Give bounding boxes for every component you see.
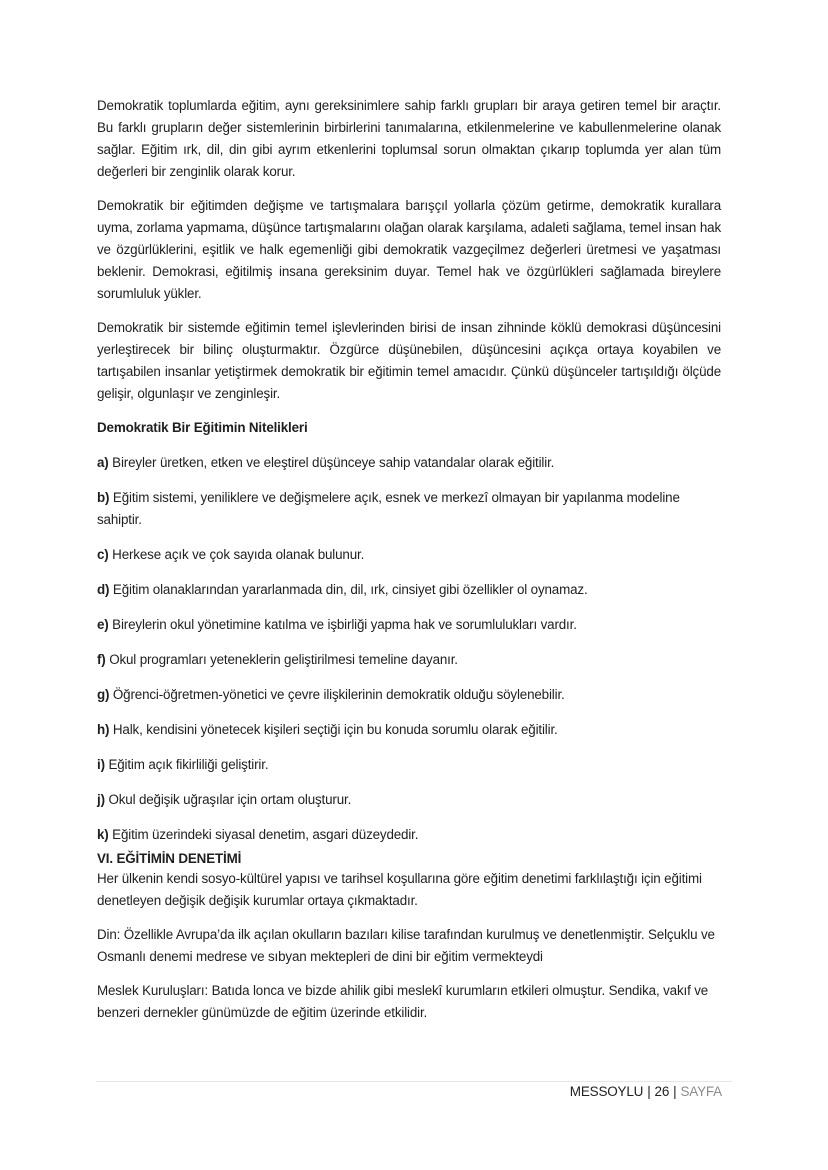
list-item-text: Okul değişik uğraşılar için ortam oluşturur. [104, 792, 352, 807]
list-marker: i) [97, 757, 105, 772]
intro-paragraph-1: Demokratik toplumlarda eğitim, aynı gereksinimlere sahip farklı grupları bir araya getiren temel bir araçtır. Bu farklı grupların değer sistemlerinin birbirlerini tanımalarına, etkilenmelerine ve kabullenmelerine olanak sağlar. Eğitim ırk, dil, din gibi ayrım etkenlerini toplumsal sorun olmaktan çıkarıp toplumda yer alan tüm değerleri bir zenginlik olarak korur. [97, 98, 721, 179]
list-item [97, 719, 721, 741]
page-label: SAYFA [680, 1084, 722, 1099]
list-item-text: Halk, kendisini yönetecek kişileri seçtiği için bu konuda sorumlu olarak eğitilir. [109, 722, 558, 737]
list-marker: k) [97, 827, 109, 842]
list-marker: c) [97, 547, 109, 562]
footer-divider [96, 1081, 732, 1082]
section-paragraph-1: Her ülkenin kendi sosyo-kültürel yapısı ve tarihsel koşullarına göre eğitim denetimi farklılaştığı için eğitimi denetleyen değişik değişik kurumlar ortaya çıkmaktadır. [97, 871, 702, 908]
list-item [97, 614, 721, 636]
list-item [97, 684, 721, 706]
list-marker: e) [97, 617, 109, 632]
list-heading: Demokratik Bir Eğitimin Nitelikleri [97, 420, 308, 435]
document-page [97, 95, 721, 1036]
list-marker: d) [97, 582, 110, 597]
list-item [97, 487, 721, 531]
footer-separator: | [673, 1084, 677, 1099]
page-number: 26 [654, 1084, 670, 1099]
list-marker: g) [97, 687, 110, 702]
list-item-text: Okul programları yeteneklerin geliştirilmesi temeline dayanır. [105, 652, 458, 667]
list-item [97, 789, 721, 811]
page-footer [570, 1084, 722, 1099]
footer-author: MESSOYLU [569, 1084, 644, 1099]
list-marker: j) [97, 792, 105, 807]
list-item-text: Öğrenci-öğretmen-yönetici ve çevre ilişkilerinin demokratik olduğu söylenebilir. [109, 687, 565, 702]
list-item [97, 754, 721, 776]
intro-paragraph-2: Demokratik bir eğitimden değişme ve tartışmalara barışçıl yollarla çözüm getirme, demokratik kurallara uyma, zorlama yapmama, düşünce tartışmalarını olağan olarak karşılama, adaleti sağlama, temel insan hak ve özgürlüklerini, eşitlik ve halk egemenliği gibi demokratik vazgeçilmez değerleri üretmesi ve yaşatması beklenir. Demokrasi, eğitilmiş insana gereksinim duyar. Temel hak ve özgürlükleri sağlamada bireylere sorumluluk yükler. [97, 198, 721, 301]
list-marker: a) [97, 455, 109, 470]
list-item-text: Bireylerin okul yönetimine katılma ve işbirliği yapma hak ve sorumlulukları vardır. [108, 617, 577, 632]
list-item [97, 452, 721, 474]
list-item-text: Eğitim sistemi, yeniliklere ve değişmelere açık, esnek ve merkezî olmayan bir yapılanma modeline sahiptir. [97, 490, 680, 527]
section-title: VI. EĞİTİMİN DENETİMİ [97, 851, 242, 866]
intro-paragraph-3: Demokratik bir sistemde eğitimin temel işlevlerinden birisi de insan zihninde köklü demokrasi düşüncesini yerleştirecek bir bilinç oluşturmaktır. Özgürce düşünebilen, düşüncesini açıkça ortaya koyabilen ve tartışabilen insanlar yetiştirmek demokratik bir eğitimin temel amacıdır. Çünkü düşünceler tartışıldığı ölçüde gelişir, olgunlaşır ve zenginleşir. [97, 320, 721, 401]
list-item-text: Eğitim üzerindeki siyasal denetim, asgari düzeydedir. [108, 827, 419, 842]
list-item [97, 544, 721, 566]
list-item-text: Herkese açık ve çok sayıda olanak bulunur. [108, 547, 365, 562]
list-item [97, 649, 721, 671]
footer-separator: | [647, 1084, 651, 1099]
qualities-list [97, 452, 721, 846]
section-paragraph-3: Meslek Kuruluşları: Batıda lonca ve bizde ahilik gibi meslekî kurumların etkileri olmuştur. Sendika, vakıf ve benzeri dernekler günümüzde de eğitim üzerinde etkilidir. [97, 983, 709, 1020]
list-marker: h) [97, 722, 110, 737]
list-item-text: Bireyler üretken, etken ve eleştirel düşünceye sahip vatandalar olarak eğitilir. [108, 455, 555, 470]
list-item [97, 579, 721, 601]
section-paragraph-2: Din: Özellikle Avrupa’da ilk açılan okulların bazıları kilise tarafından kurulmuş ve denetlenmiştir. Selçuklu ve Osmanlı denemi medrese ve sıbyan mektepleri de dini bir eğitim vermekteydi [97, 927, 715, 964]
list-marker: f) [97, 652, 106, 667]
list-item-text: Eğitim açık fikirliliği geliştirir. [104, 757, 269, 772]
list-marker: b) [97, 490, 110, 505]
list-item [97, 824, 721, 846]
list-item-text: Eğitim olanaklarından yararlanmada din, dil, ırk, cinsiyet gibi özellikler ol oynamaz. [109, 582, 588, 597]
